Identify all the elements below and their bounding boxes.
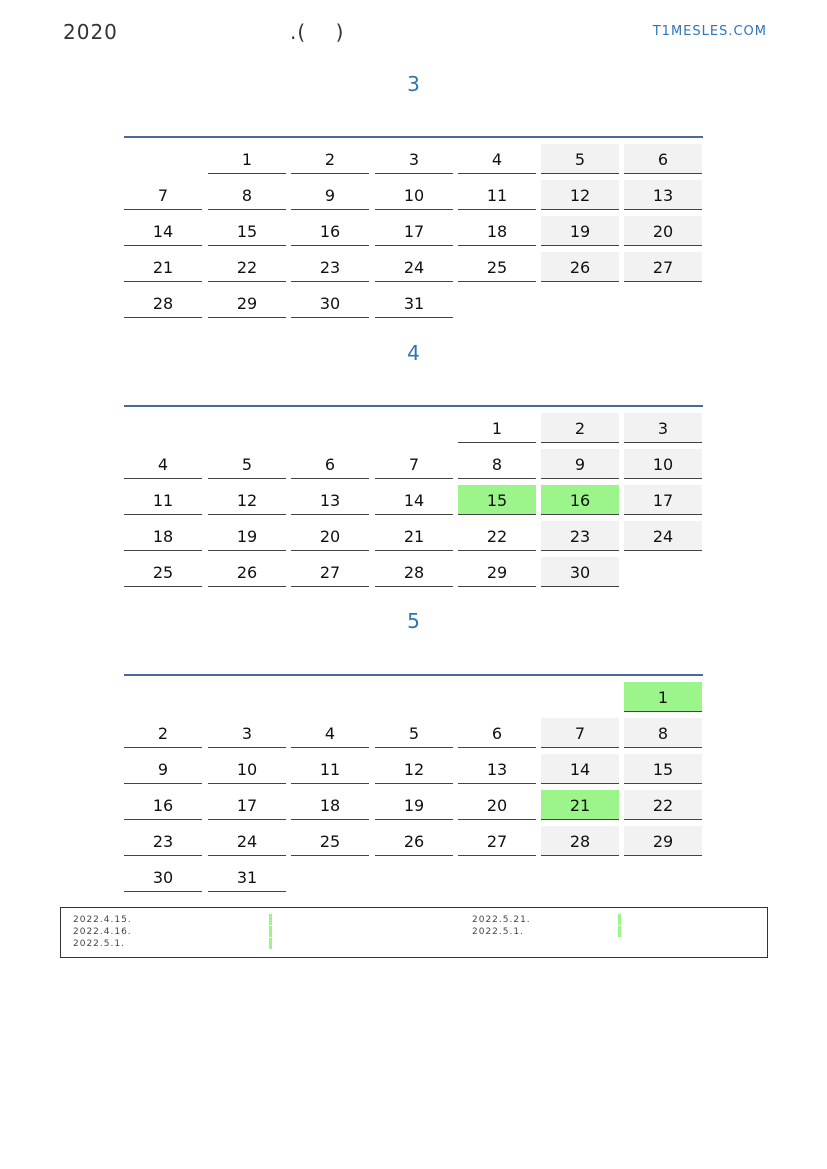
day-cell[interactable]: 21 [124, 252, 202, 282]
day-cell[interactable]: 30 [291, 288, 369, 318]
legend-holiday-marker [618, 914, 621, 925]
day-cell[interactable]: 16 [291, 216, 369, 246]
weekend-day-cell[interactable]: 5 [541, 144, 619, 174]
month-header-rule [124, 136, 703, 138]
weekend-day-cell[interactable]: 17 [624, 485, 702, 515]
day-cell[interactable]: 29 [208, 288, 286, 318]
day-cell[interactable]: 13 [458, 754, 536, 784]
weekend-day-cell[interactable]: 7 [541, 718, 619, 748]
day-cell[interactable]: 6 [458, 718, 536, 748]
day-cell[interactable]: 25 [124, 557, 202, 587]
day-cell[interactable]: 11 [291, 754, 369, 784]
day-cell[interactable]: 28 [124, 288, 202, 318]
day-cell[interactable]: 19 [375, 790, 453, 820]
day-cell[interactable]: 25 [291, 826, 369, 856]
day-cell[interactable]: 25 [458, 252, 536, 282]
legend-holiday-marker [618, 926, 621, 937]
day-cell[interactable]: 16 [124, 790, 202, 820]
day-cell[interactable]: 18 [291, 790, 369, 820]
day-cell[interactable]: 28 [375, 557, 453, 587]
day-cell[interactable]: 5 [375, 718, 453, 748]
weekend-day-cell[interactable]: 8 [624, 718, 702, 748]
weekend-day-cell[interactable]: 6 [624, 144, 702, 174]
day-cell[interactable]: 7 [375, 449, 453, 479]
document-title: .( ) [290, 20, 345, 44]
day-cell[interactable]: 22 [458, 521, 536, 551]
weekend-day-cell[interactable]: 9 [541, 449, 619, 479]
day-cell[interactable]: 17 [375, 216, 453, 246]
holiday-day-cell[interactable]: 15 [458, 485, 536, 515]
legend-holiday-marker [269, 914, 272, 925]
day-cell[interactable]: 18 [458, 216, 536, 246]
day-cell[interactable]: 15 [208, 216, 286, 246]
day-cell[interactable]: 17 [208, 790, 286, 820]
month-title: 5 [407, 609, 420, 633]
day-cell[interactable]: 2 [124, 718, 202, 748]
holiday-day-cell[interactable]: 21 [541, 790, 619, 820]
weekend-day-cell[interactable]: 27 [624, 252, 702, 282]
day-cell[interactable]: 4 [458, 144, 536, 174]
day-cell[interactable]: 7 [124, 180, 202, 210]
weekend-day-cell[interactable]: 20 [624, 216, 702, 246]
day-cell[interactable]: 14 [375, 485, 453, 515]
day-cell[interactable]: 3 [375, 144, 453, 174]
day-cell[interactable]: 14 [124, 216, 202, 246]
day-cell[interactable]: 29 [458, 557, 536, 587]
day-cell[interactable]: 20 [458, 790, 536, 820]
weekend-day-cell[interactable]: 2 [541, 413, 619, 443]
day-cell[interactable]: 31 [208, 862, 286, 892]
day-cell[interactable]: 6 [291, 449, 369, 479]
weekend-day-cell[interactable]: 23 [541, 521, 619, 551]
legend-holiday-date: 2022.4.16. [73, 927, 132, 937]
weekend-day-cell[interactable]: 29 [624, 826, 702, 856]
day-cell[interactable]: 3 [208, 718, 286, 748]
day-cell[interactable]: 10 [208, 754, 286, 784]
day-cell[interactable]: 12 [208, 485, 286, 515]
legend-holiday-date: 2022.5.21. [472, 915, 531, 925]
weekend-day-cell[interactable]: 10 [624, 449, 702, 479]
weekend-day-cell[interactable]: 28 [541, 826, 619, 856]
weekend-day-cell[interactable]: 22 [624, 790, 702, 820]
day-cell[interactable]: 8 [208, 180, 286, 210]
weekend-day-cell[interactable]: 24 [624, 521, 702, 551]
day-cell[interactable]: 26 [375, 826, 453, 856]
weekend-day-cell[interactable]: 12 [541, 180, 619, 210]
holiday-legend [60, 907, 768, 958]
day-cell[interactable]: 5 [208, 449, 286, 479]
weekend-day-cell[interactable]: 19 [541, 216, 619, 246]
month-title: 4 [407, 341, 420, 365]
day-cell[interactable]: 12 [375, 754, 453, 784]
weekend-day-cell[interactable]: 26 [541, 252, 619, 282]
day-cell[interactable]: 20 [291, 521, 369, 551]
day-cell[interactable]: 1 [208, 144, 286, 174]
weekend-day-cell[interactable]: 14 [541, 754, 619, 784]
day-cell[interactable]: 19 [208, 521, 286, 551]
document-year: 2020 [63, 20, 118, 44]
day-cell[interactable]: 13 [291, 485, 369, 515]
day-cell[interactable]: 1 [458, 413, 536, 443]
day-cell[interactable]: 24 [375, 252, 453, 282]
month-header-rule [124, 405, 703, 407]
weekend-day-cell[interactable]: 30 [541, 557, 619, 587]
legend-holiday-marker [269, 926, 272, 937]
day-cell[interactable]: 4 [291, 718, 369, 748]
site-link[interactable]: T1MESLES.COM [652, 24, 767, 39]
holiday-day-cell[interactable]: 16 [541, 485, 619, 515]
day-cell[interactable]: 11 [458, 180, 536, 210]
weekend-day-cell[interactable]: 13 [624, 180, 702, 210]
day-cell[interactable]: 26 [208, 557, 286, 587]
holiday-day-cell[interactable]: 1 [624, 682, 702, 712]
day-cell[interactable]: 11 [124, 485, 202, 515]
day-cell[interactable]: 8 [458, 449, 536, 479]
legend-holiday-date: 2022.4.15. [73, 915, 132, 925]
day-cell[interactable]: 21 [375, 521, 453, 551]
weekend-day-cell[interactable]: 3 [624, 413, 702, 443]
day-cell[interactable]: 4 [124, 449, 202, 479]
day-cell[interactable]: 23 [291, 252, 369, 282]
day-cell[interactable]: 10 [375, 180, 453, 210]
day-cell[interactable]: 18 [124, 521, 202, 551]
day-cell[interactable]: 9 [291, 180, 369, 210]
legend-holiday-date: 2022.5.1. [472, 927, 524, 937]
legend-holiday-date: 2022.5.1. [73, 939, 125, 949]
day-cell[interactable]: 9 [124, 754, 202, 784]
month-header-rule [124, 674, 703, 676]
weekend-day-cell[interactable]: 15 [624, 754, 702, 784]
day-cell[interactable]: 2 [291, 144, 369, 174]
day-cell[interactable]: 27 [458, 826, 536, 856]
day-cell[interactable]: 31 [375, 288, 453, 318]
day-cell[interactable]: 30 [124, 862, 202, 892]
day-cell[interactable]: 22 [208, 252, 286, 282]
day-cell[interactable]: 27 [291, 557, 369, 587]
month-title: 3 [407, 72, 420, 96]
legend-holiday-marker [269, 938, 272, 949]
day-cell[interactable]: 24 [208, 826, 286, 856]
day-cell[interactable]: 23 [124, 826, 202, 856]
